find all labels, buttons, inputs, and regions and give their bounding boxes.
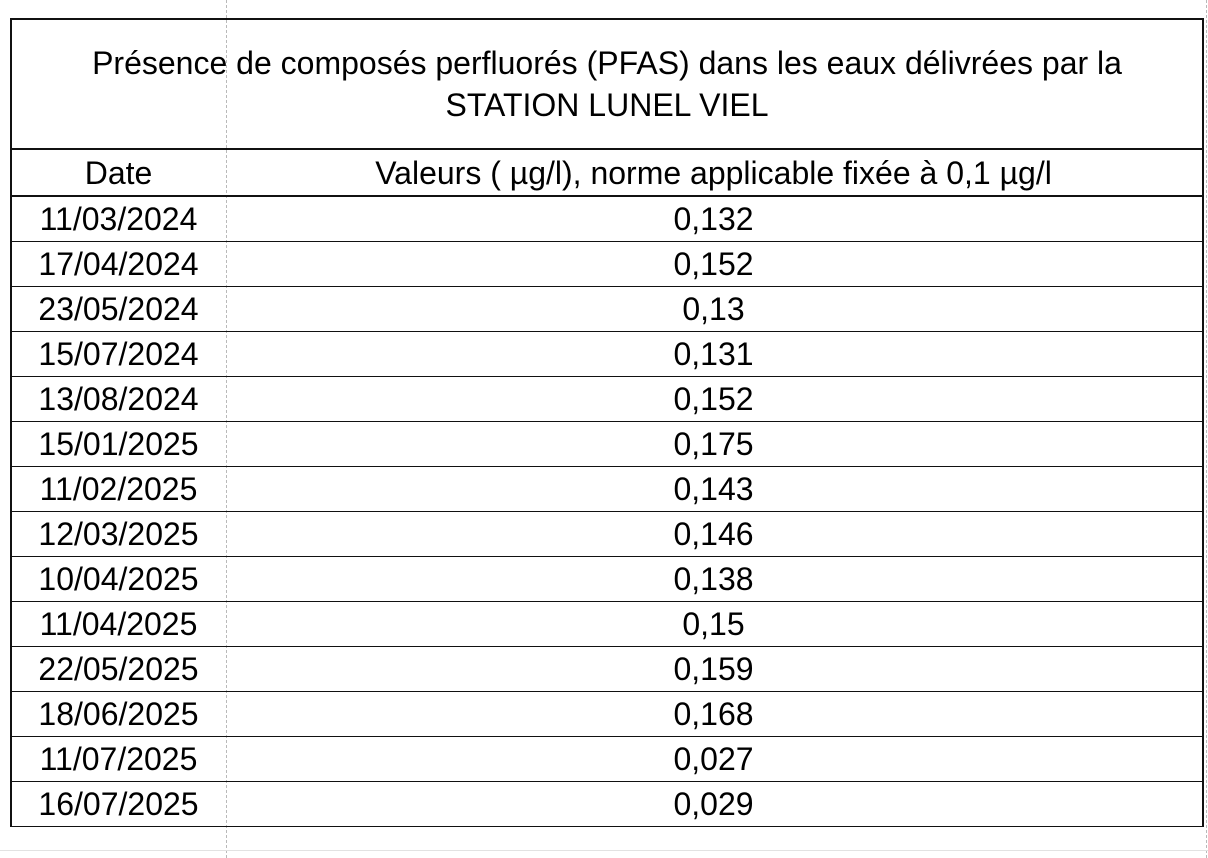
table-row [11, 332, 1203, 377]
table-row [11, 692, 1203, 737]
date-cell[interactable]: 10/04/2025 [11, 557, 225, 602]
table-row [11, 512, 1203, 557]
date-cell[interactable]: 22/05/2025 [11, 647, 225, 692]
table-title-cell[interactable] [11, 19, 1203, 149]
header-value-cell[interactable]: Valeurs ( µg/l), norme applicable fixée à 0,1 µg/l [225, 149, 1203, 196]
value-cell[interactable]: 0,132 [225, 196, 1203, 242]
value-cell[interactable]: 0,138 [225, 557, 1203, 602]
date-cell[interactable]: 11/02/2025 [11, 467, 225, 512]
value-cell[interactable]: 0,146 [225, 512, 1203, 557]
value-cell[interactable]: 0,159 [225, 647, 1203, 692]
value-cell[interactable]: 0,175 [225, 422, 1203, 467]
date-cell[interactable]: 12/03/2025 [11, 512, 225, 557]
pfas-table-body [11, 19, 1203, 827]
table-row [11, 287, 1203, 332]
table-title-line-2: STATION LUNEL VIEL [445, 87, 769, 123]
table-row [11, 377, 1203, 422]
value-cell[interactable]: 0,143 [225, 467, 1203, 512]
date-cell[interactable]: 11/03/2024 [11, 196, 225, 242]
date-cell[interactable]: 11/04/2025 [11, 602, 225, 647]
date-cell[interactable]: 23/05/2024 [11, 287, 225, 332]
gridline-column-right [1206, 0, 1207, 858]
table-row [11, 647, 1203, 692]
date-cell[interactable]: 15/01/2025 [11, 422, 225, 467]
gridline-row-bottom [0, 850, 1208, 851]
table-row [11, 782, 1203, 827]
header-date-cell[interactable]: Date [11, 149, 225, 196]
table-row [11, 422, 1203, 467]
table-title-row [11, 19, 1203, 149]
value-cell[interactable]: 0,13 [225, 287, 1203, 332]
date-cell[interactable]: 11/07/2025 [11, 737, 225, 782]
value-cell[interactable]: 0,168 [225, 692, 1203, 737]
table-row [11, 602, 1203, 647]
table-row [11, 737, 1203, 782]
date-cell[interactable]: 16/07/2025 [11, 782, 225, 827]
value-cell[interactable]: 0,029 [225, 782, 1203, 827]
table-row [11, 557, 1203, 602]
date-cell[interactable]: 17/04/2024 [11, 242, 225, 287]
pfas-table [10, 18, 1204, 827]
table-header-row [11, 149, 1203, 196]
table-row [11, 196, 1203, 242]
date-cell[interactable]: 13/08/2024 [11, 377, 225, 422]
date-cell[interactable]: 15/07/2024 [11, 332, 225, 377]
value-cell[interactable]: 0,027 [225, 737, 1203, 782]
value-cell[interactable]: 0,152 [225, 242, 1203, 287]
table-row [11, 242, 1203, 287]
table-row [11, 467, 1203, 512]
value-cell[interactable]: 0,152 [225, 377, 1203, 422]
date-cell[interactable]: 18/06/2025 [11, 692, 225, 737]
value-cell[interactable]: 0,131 [225, 332, 1203, 377]
table-title-line-1: Présence de composés perfluorés (PFAS) dans les eaux délivrées par la [92, 45, 1122, 81]
value-cell[interactable]: 0,15 [225, 602, 1203, 647]
